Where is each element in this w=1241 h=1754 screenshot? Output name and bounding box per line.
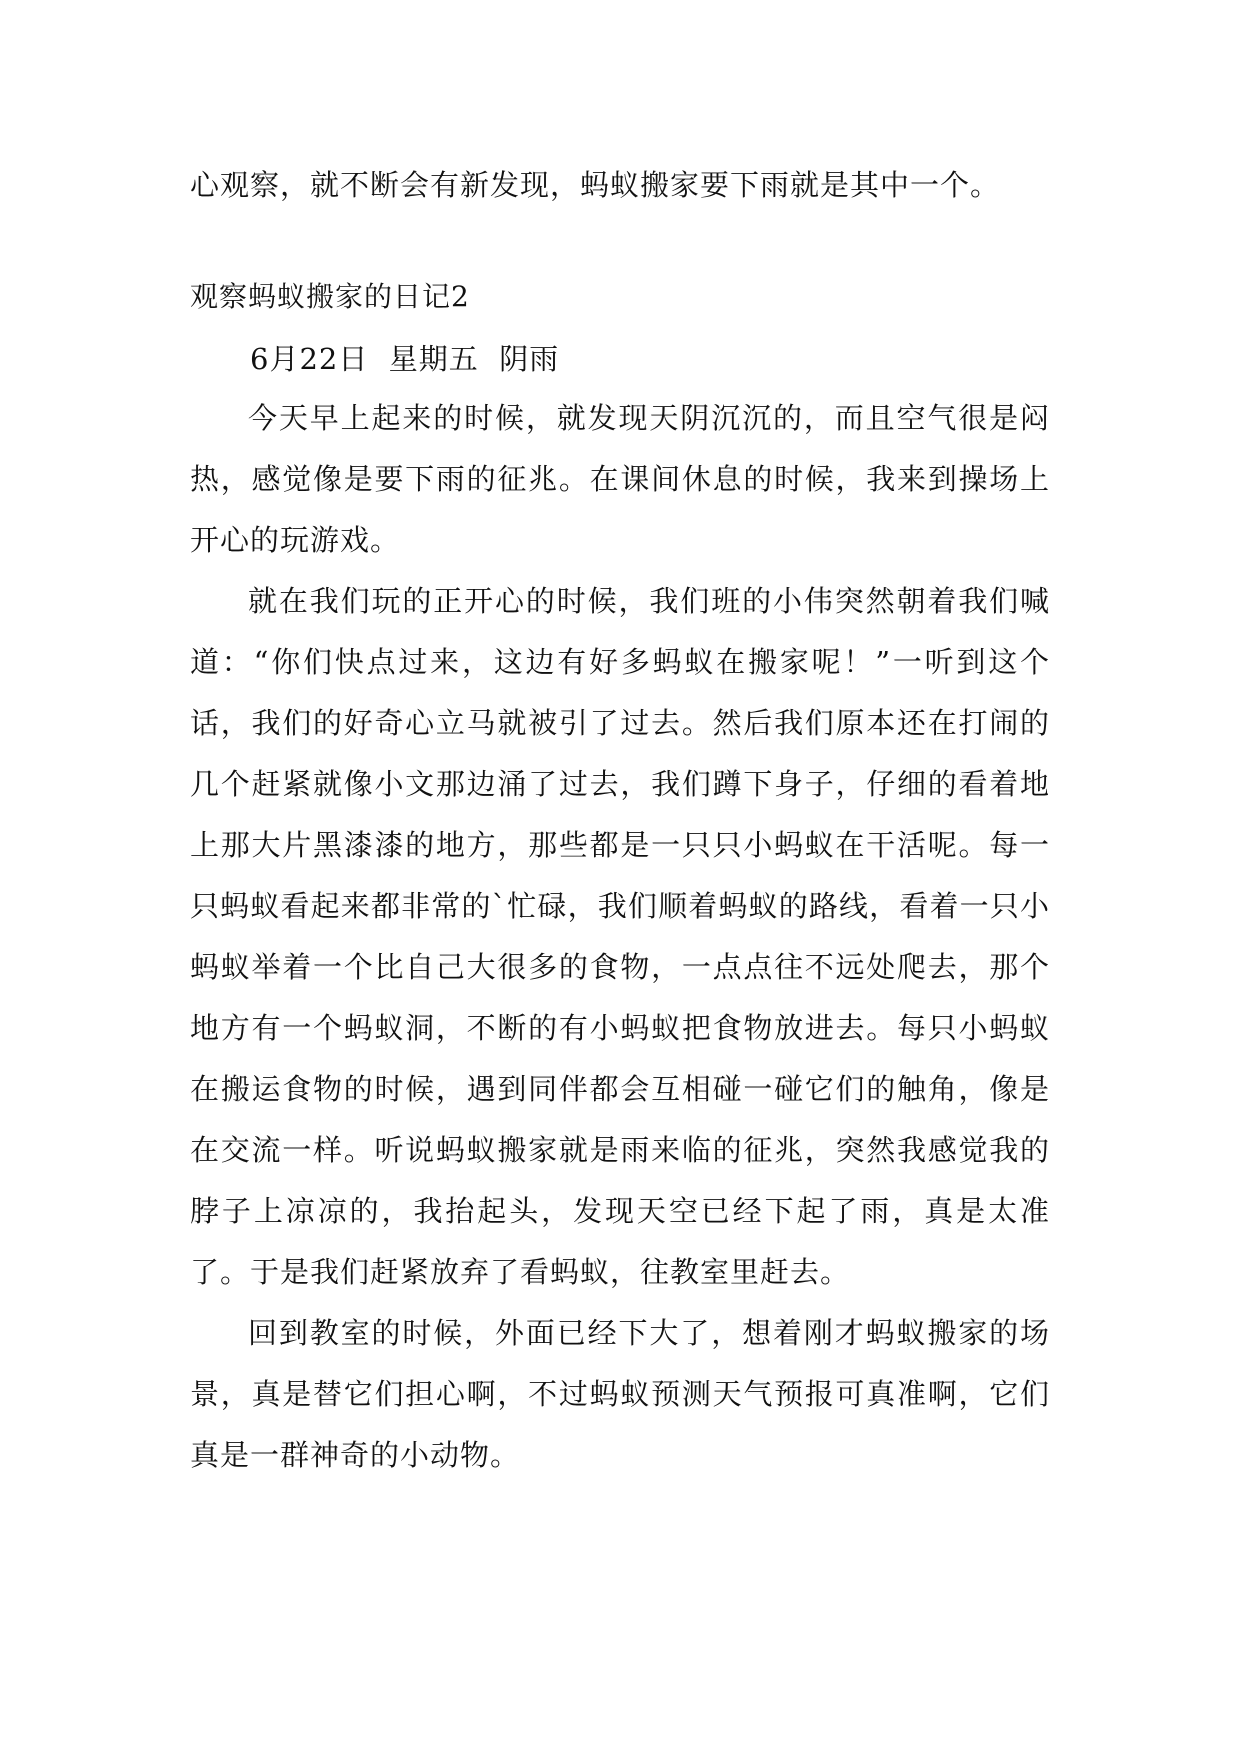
paragraph-3: 回到教室的时候，外面已经下大了，想着刚才蚂蚁搬家的场景，真是替它们担心啊，不过蚂蚁预测天气预报可真准啊，它们真是一群神奇的小动物。 bbox=[190, 1316, 1050, 1472]
date-weather-line: 6月22日 星期五 阴雨 bbox=[250, 342, 560, 376]
diary-body bbox=[190, 388, 1050, 1486]
paragraph-2: 就在我们玩的正开心的时候，我们班的小伟突然朝着我们喊道：“你们快点过来，这边有好多蚂蚁在搬家呢！”一听到这个话，我们的好奇心立马就被引了过去。然后我们原本还在打闹的几个赶紧就像小文那边涌了过去，我们蹲下身子，仔细的看着地上那大片黑漆漆的地方，那些都是一只只小蚂蚁在干活呢。每一只蚂蚁看起来都非常的`忙碌，我们顺着蚂蚁的路线，看着一只小蚂蚁举着一个比自己大很多的食物，一点点往不远处爬去，那个地方有一个蚂蚁洞，不断的有小蚂蚁把食物放进去。每只小蚂蚁在搬运食物的时候，遇到同伴都会互相碰一碰它们的触角，像是在交流一样。听说蚂蚁搬家就是雨来临的征兆，突然我感觉我的脖子上凉凉的，我抬起头，发现天空已经下起了雨，真是太准了。于是我们赶紧放弃了看蚂蚁，往教室里赶去。 bbox=[190, 584, 1050, 1289]
diary-title: 观察蚂蚁搬家的日记2 bbox=[190, 280, 470, 313]
continuation-text: 心观察，就不断会有新发现，蚂蚁搬家要下雨就是其中一个。 bbox=[190, 168, 1001, 202]
paragraph-1: 今天早上起来的时候，就发现天阴沉沉的，而且空气很是闷热，感觉像是要下雨的征兆。在课间休息的时候，我来到操场上开心的玩游戏。 bbox=[190, 401, 1050, 557]
